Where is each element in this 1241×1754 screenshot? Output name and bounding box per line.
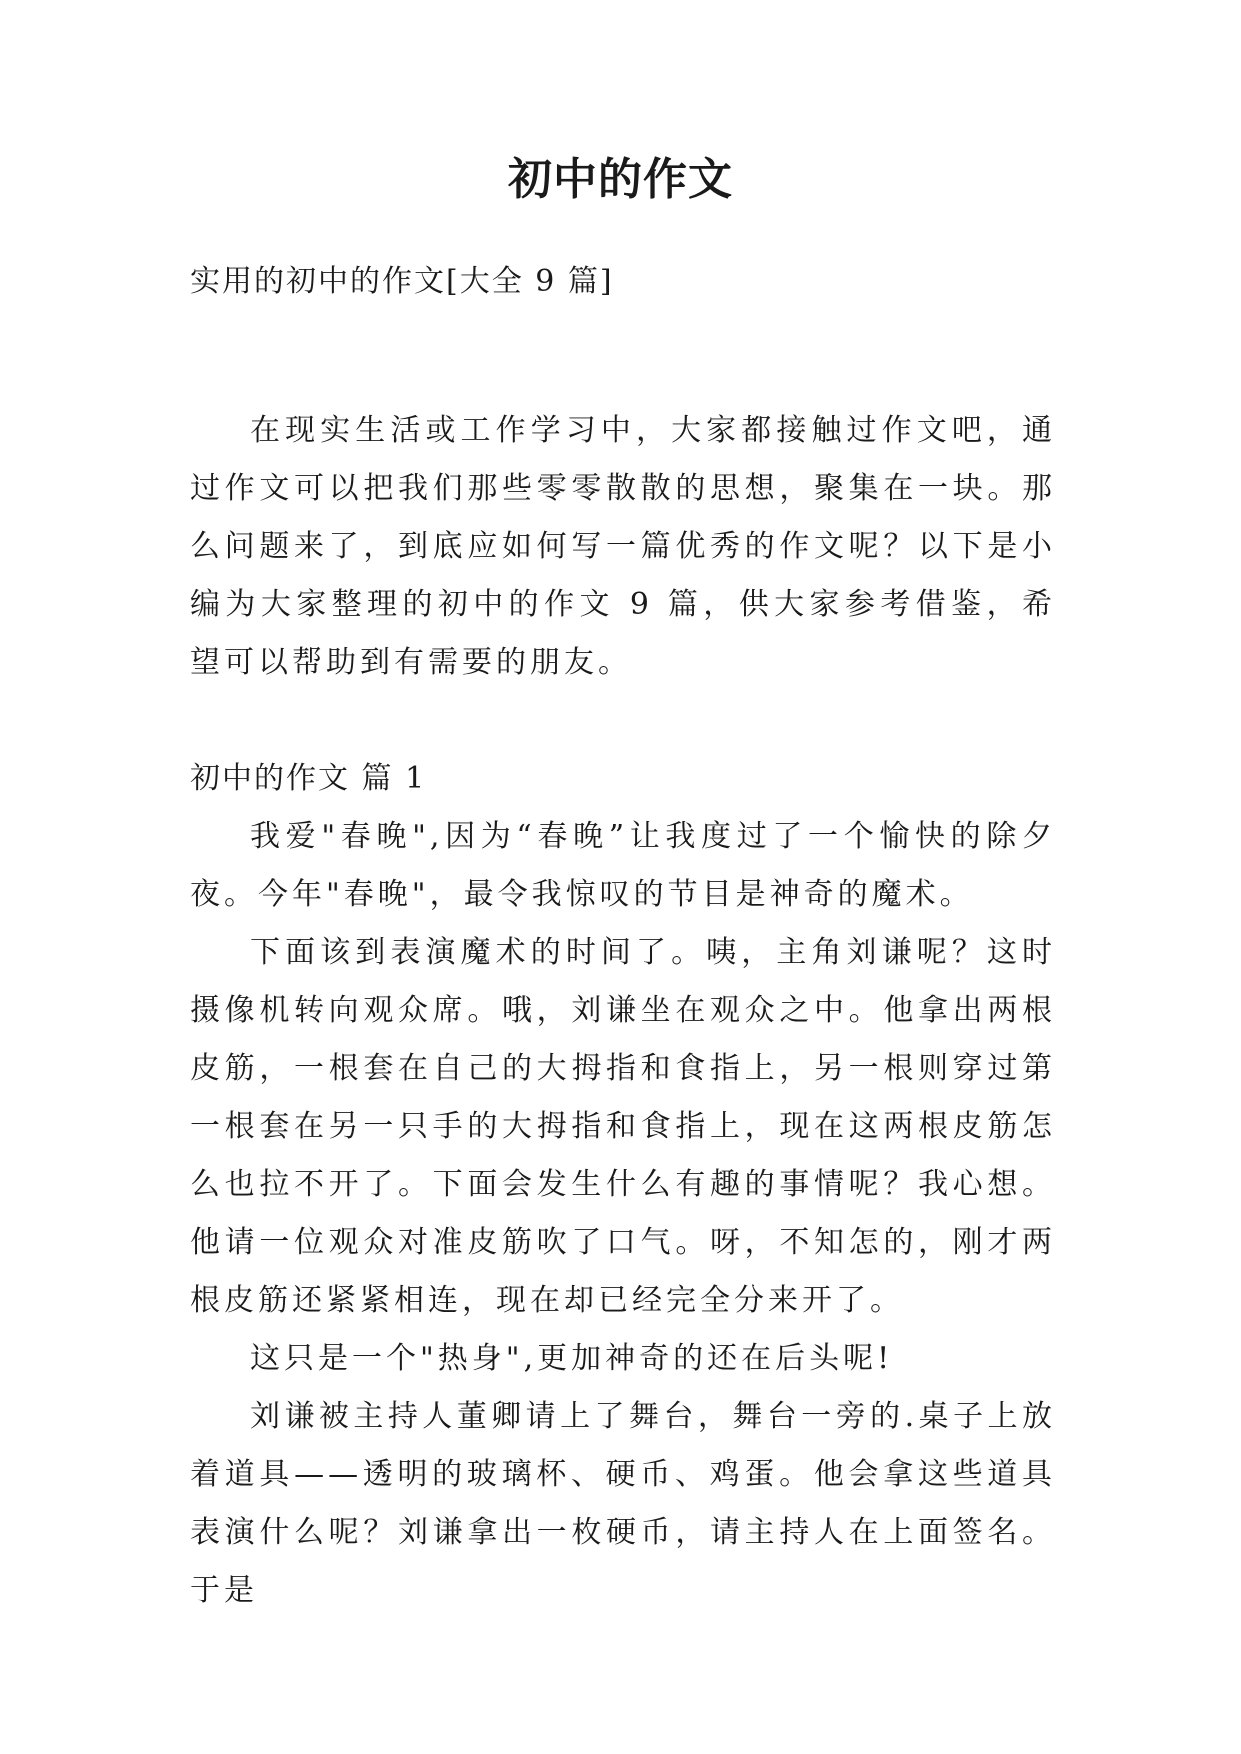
document-title: 初中的作文 (508, 154, 733, 205)
document-body (190, 402, 1056, 1620)
body-paragraph: 刘谦被主持人董卿请上了舞台，舞台一旁的.桌子上放着道具——透明的玻璃杯、硬币、鸡蛋。他会拿这些道具表演什么呢？刘谦拿出一枚硬币，请主持人在上面签名。于是 (190, 1399, 1056, 1608)
body-paragraph: 下面该到表演魔术的时间了。咦，主角刘谦呢？这时摄像机转向观众席。哦，刘谦坐在观众之中。他拿出两根皮筋，一根套在自己的大拇指和食指上，另一根则穿过第一根套在另一只手的大拇指和食指上，现在这两根皮筋怎么也拉不开了。下面会发生什么有趣的事情呢？我心想。他请一位观众对准皮筋吹了口气。呀，不知怎的，刚才两根皮筋还紧紧相连，现在却已经完全分来开了。 (190, 935, 1056, 1318)
body-paragraph: 我爱"春晚",因为“春晚”让我度过了一个愉快的除夕夜。今年"春晚"，最令我惊叹的节目是神奇的魔术。 (190, 819, 1056, 912)
intro-paragraph: 在现实生活或工作学习中，大家都接触过作文吧，通过作文可以把我们那些零零散散的思想，聚集在一块。那么问题来了，到底应如何写一篇优秀的作文呢？以下是小编为大家整理的初中的作文 9 篇，供大家参考借鉴，希望可以帮助到有需要的朋友。 (190, 413, 1056, 680)
document-subtitle: 实用的初中的作文[大全 9 篇] (190, 264, 614, 299)
body-paragraph: 这只是一个"热身",更加神奇的还在后头呢! (250, 1341, 894, 1376)
section-heading: 初中的作文 篇 1 (190, 761, 427, 796)
